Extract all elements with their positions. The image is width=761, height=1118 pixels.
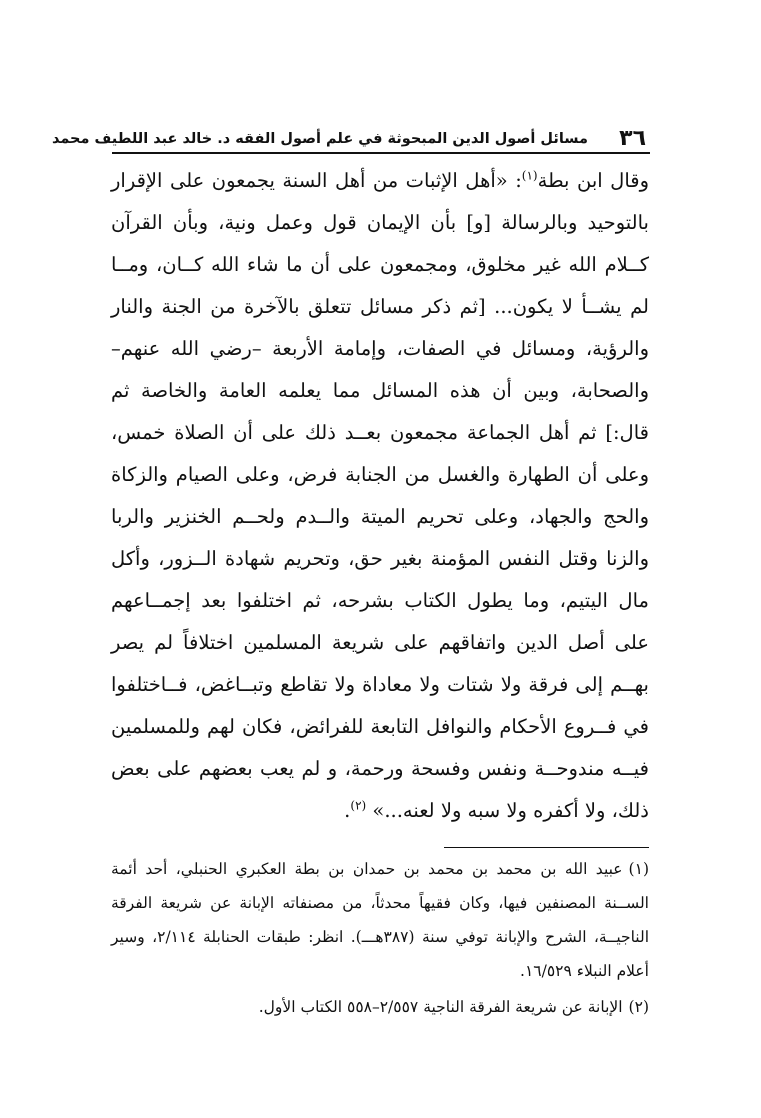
- page-number: ٣٦: [619, 126, 646, 151]
- running-title: مسائل أصول الدين المبحوثة في علم أصول الفقه د. خالد عبد اللطيف محمد: [51, 131, 588, 147]
- footnote-2: [111, 990, 649, 1024]
- quote-paragraph: [111, 160, 649, 832]
- paragraph-lead: وقال ابن بطة: [537, 169, 650, 192]
- footnote-number: (١): [628, 860, 649, 878]
- page-header: [51, 126, 650, 154]
- footnote-text: الإبانة عن شريعة الفرقة الناجية ٢/٥٥٧–٥٥٨ الكتاب الأول.: [258, 998, 623, 1016]
- footnote-ref-1[interactable]: (١): [521, 168, 538, 183]
- footnote-number: (٢): [628, 998, 649, 1016]
- header-rule: [112, 152, 650, 154]
- footnote-text: عبيد الله بن محمد بن محمد بن حمدان بن بطة العكبري الحنبلي، أحد أئمة الســنة المصنفين فيها، وكان فقيهاً محدثاً، من مصنفاته الإبانة عن شريعة الفرقة الناجيــة، الشرح والإبانة توفي سنة (٣٨٧هـــ). انظر: طبقات الحنابلة ٢/١١٤، وسير أعلام النبلاء ١٦/٥٢٩.: [111, 860, 650, 980]
- paragraph-main: : «أهل الإثبات من أهل السنة يجمعون على الإقرار بالتوحيد وبالرسالة [و] بأن الإيمان قول وعمل ونية، وبأن القرآن كــلام الله غير مخلوق، ومجمعون على أن ما شاء الله كــان، ومــا لم يشــأ لا يكون... [ثم ذكر مسائل تتعلق بالآخرة من الجنة والنار والرؤية، ومسائل في الصفات، وإمامة الأربعة –رضي الله عنهم– والصحابة، وبين أن هذه المسائل مما يعلمه العامة والخاصة ثم قال:] ثم أهل الجماعة مجمعون بعــد ذلك على أن الصلاة خمس، وعلى أن الطهارة والغسل من الجنابة فرض، وعلى الصيام والزكاة والحج والجهاد، وعلى تحريم الميتة والــدم ولحــم الخنزير والربا والزنا وقتل النفس المؤمنة بغير حق، وتحريم شهادة الــزور، وأكل مال اليتيم، وما يطول الكتاب بشرحه، ثم اختلفوا بعد إجمــاعهم على أصل الدين واتفاقهم على شريعة المسلمين اختلافاً لم يصر بهــم إلى فرقة ولا شتات ولا معاداة ولا تقاطع وتبــاغض، فــاختلفوا في فــروع الأحكام والنوافل التابعة للفرائض، فكان لهم وللمسلمين فيــه مندوحــة ونفس وفسحة ورحمة، و لم يعب بعضهم على بعض ذلك، ولا أكفره ولا سبه ولا لعنه...»: [111, 169, 649, 822]
- main-text: [111, 160, 649, 832]
- footnote-ref-2[interactable]: (٢): [350, 798, 367, 813]
- footnote-1: [111, 852, 649, 988]
- footnote-separator: [444, 847, 649, 848]
- paragraph-end: .: [344, 799, 351, 822]
- footnotes-section: [111, 852, 649, 1026]
